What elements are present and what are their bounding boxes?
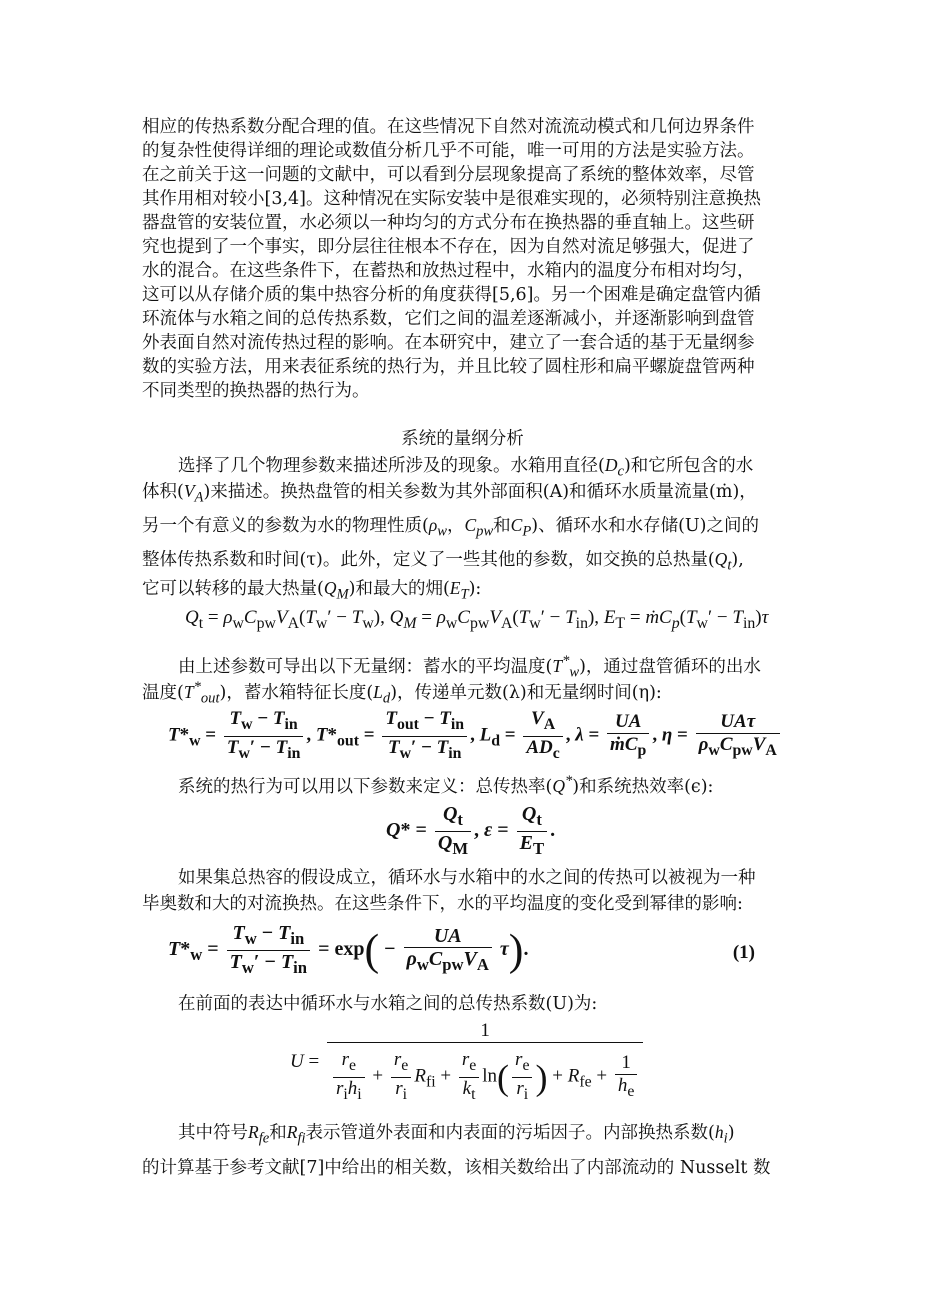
paragraph-line: 不同类型的换热器的热行为。	[142, 381, 370, 401]
paragraph-line: 环流体与水箱之间的总传热系数，它们之间的温差逐渐减小，并逐渐影响到盘管	[142, 309, 755, 329]
equation-overall-heat-transfer: U = 1 $\frac{r_e}{r_ih_i}$ + $\frac{r_e}{r_i}$ $R_{fi}$ + $\frac{r_e}{k_t}$ ln( $\frac{r_e}{r_i}$ ) + $R_{fe}$ + $\frac{1}{h_e}$	[290, 1020, 646, 1106]
paragraph-line: 相应的传热系数分配合理的值。在这些情况下自然对流流动模式和几何边界条件	[142, 117, 755, 137]
paragraph-line: 水的混合。在这些条件下，在蓄热和放热过程中，水箱内的温度分布相对均匀，	[142, 261, 755, 281]
paragraph-line: 数的实验方法，用来表征系统的热行为，并且比较了圆柱形和扁平螺旋盘管两种	[142, 357, 755, 377]
paragraph-line: 体积$(V_A)$来描述。换热盘管的相关参数为其外部面积(A)和循环水质量流量(ṁ)，	[142, 481, 757, 506]
paragraph-line: 其作用相对较小[3,4]。这种情况在实际安装中是很难实现的，必须特别注意换热	[142, 189, 761, 209]
paragraph-line: 选择了几个物理参数来描述所涉及的现象。水箱用直径$(D_c)$和它所包含的水	[178, 455, 754, 480]
equation-heat-definitions: $Q_t = \rho_wC_{pw}V_A(T_w' - T_w)$, $Q_M = \rho_wC_{pw}V_A(T_w' - T_{in})$, $E_T$ = $ṁC_p(T_w' - T_{in})\tau$	[185, 607, 769, 632]
paragraph-line: 外表面自然对流传热过程的影响。在本研究中，建立了一套合适的基于无量纲参	[142, 333, 755, 353]
section-title: 系统的量纲分析	[401, 429, 524, 449]
paragraph-line: 器盘管的安装位置，水必须以一种均匀的方式分布在换热器的垂直轴上。这些研	[142, 213, 755, 233]
equation-efficiency: Q* = $\frac{Q_t}{Q_M}$ , ε = $\frac{Q_t}{E_T}$ .	[386, 803, 556, 858]
paragraph-line: 由上述参数可导出以下无量纲：蓄水的平均温度$(T^*_w)$，通过盘管循环的出水	[178, 653, 761, 681]
paragraph-line: 在之前关于这一问题的文献中，可以看到分层现象提高了系统的整体效率，尽管	[142, 165, 755, 185]
paragraph-line: 如果集总热容的假设成立，循环水与水箱中的水之间的传热可以被视为一种	[178, 868, 756, 888]
paragraph-line: 究也提到了一个事实，即分层往往根本不存在，因为自然对流足够强大，促进了	[142, 237, 755, 257]
paragraph-line: 这可以从存储介质的集中热容分析的角度获得[5,6]。另一个困难是确定盘管内循	[142, 285, 761, 305]
paragraph-line: 整体传热系数和时间(τ)。此外，定义了一些其他的参数，如交换的总热量$(Q_t)$,	[142, 549, 744, 574]
equation-number: (1)	[732, 942, 755, 963]
paragraph-line: 毕奥数和大的对流换热。在这些条件下，水的平均温度的变化受到幂律的影响:	[142, 894, 743, 914]
equation-dimensionless-groups: $T*_w$ = $\frac{T_w - T_{in}}{T_w' - T_{in}}$ , $T*_{out}$ = $\frac{T_{out} - T_{in}}{T_w' - T_{in}}$ , $L_d$ = $\frac{V_A}{AD_c}$ , λ = $\frac{UA}{ṁC_p}$ , η = $\frac{\text{UAτ}}{\rho_wC_{pw}V_A}$	[168, 708, 783, 765]
equation-1: $T*_w$ = $\frac{T_w - T_{in}}{T_w' - T_{in}}$ = exp( − $\frac{UA}{\rho_wC_{pw}V_A}$ τ).	[168, 922, 529, 977]
paragraph-line: 的复杂性使得详细的理论或数值分析几乎不可能，唯一可用的方法是实验方法。	[142, 141, 755, 161]
paragraph-line: 温度$(T^*_{out})$，蓄水箱特征长度$(L_d)$，传递单元数(λ)和无量纲时间(η):	[142, 679, 662, 707]
paragraph-line: 其中符号$R_{fe}$和$R_{fi}$表示管道外表面和内表面的污垢因子。内部换热系数$(h_i)$	[178, 1122, 735, 1147]
paragraph-line: 它可以转移的最大热量$(Q_M)$和最大的㶲$(E_T)$:	[142, 578, 482, 603]
paragraph-line: 另一个有意义的参数为水的物理性质($\rho_w$，$C_{pw}$和$C_P$)、循环水和水存储(U)之间的	[142, 515, 759, 540]
paragraph-line: 在前面的表达中循环水与水箱之间的总传热系数(U)为:	[178, 994, 598, 1014]
paragraph-line: 系统的热行为可以用以下参数来定义：总传热率(Q*)和系统热效率(ϵ):	[178, 773, 714, 797]
paragraph-line: 的计算基于参考文献[7]中给出的相关数，该相关数给出了内部流动的 Nusselt 数	[142, 1158, 771, 1178]
